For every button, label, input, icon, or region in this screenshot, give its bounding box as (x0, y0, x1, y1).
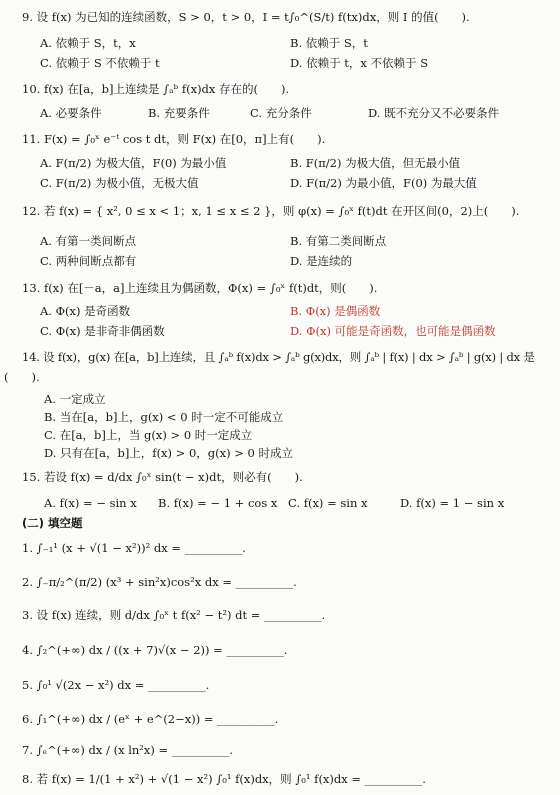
q12-stem: 12. 若 f(x) = { x², 0 ≤ x < 1；x, 1 ≤ x ≤ 2 }，则 φ(x) = ∫₀ˣ f(t)dt 在开区间(0，2)上( ). (22, 204, 520, 218)
q10-option-d: D. 既不充分又不必要条件 (368, 106, 500, 120)
q9-option-c: C. 依赖于 S 不依赖于 t (40, 56, 160, 70)
q10-stem: 10. f(x) 在[a，b]上连续是 ∫ₐᵇ f(x)dx 存在的( ). (22, 82, 290, 96)
q14-option-d: D. 只有在[a，b]上，f(x) > 0，g(x) > 0 时成立 (44, 446, 294, 460)
q13-option-d: D. Φ(x) 可能是奇函数，也可能是偶函数 (290, 324, 496, 338)
q14-option-a: A. 一定成立 (44, 392, 106, 406)
q12-option-a: A. 有第一类间断点 (40, 234, 137, 248)
q11-option-c: C. F(π/2) 为极小值，无极大值 (40, 176, 199, 190)
q15-option-b: B. f(x) = − 1 + cos x (158, 496, 278, 510)
q15-option-d: D. f(x) = 1 − sin x (400, 496, 505, 510)
q12-option-b: B. 有第二类间断点 (290, 234, 387, 248)
q10-option-b: B. 充要条件 (148, 106, 210, 120)
q10-option-a: A. 必要条件 (40, 106, 102, 120)
q11-option-b: B. F(π/2) 为极大值，但无最小值 (290, 156, 461, 170)
q15-option-a: A. f(x) = − sin x (44, 496, 137, 510)
q12-option-c: C. 两种间断点都有 (40, 254, 137, 268)
q10-option-c: C. 充分条件 (250, 106, 312, 120)
fill-item-6: 6. ∫₁^(+∞) dx / (eˣ + e^(2−x)) = __________. (22, 712, 279, 726)
fill-item-7: 7. ∫ₑ^(+∞) dx / (x ln²x) = __________. (22, 743, 233, 757)
q11-stem: 11. F(x) = ∫₀ˣ e⁻ᵗ cos t dt，则 F(x) 在[0，π]上有( ). (22, 132, 326, 146)
q11-option-d: D. F(π/2) 为最小值，F(0) 为最大值 (290, 176, 477, 190)
q13-option-b: B. Φ(x) 是偶函数 (290, 304, 381, 318)
q12-option-d: D. 是连续的 (290, 254, 353, 268)
q14-option-c: C. 在[a，b]上，当 g(x) > 0 时一定成立 (44, 428, 253, 442)
fill-item-1: 1. ∫₋₁¹ (x + √(1 − x²))² dx = __________. (22, 541, 246, 555)
q14-stem: 14. 设 f(x)，g(x) 在[a，b]上连续，且 ∫ₐᵇ f(x)dx > ∫ₐᵇ g(x)dx，则 ∫ₐᵇ | f(x) | dx > ∫ₐᵇ | g(x) | dx 是 (22, 350, 535, 364)
q9-option-b: B. 依赖于 S，t (290, 36, 368, 50)
q13-option-a: A. Φ(x) 是奇函数 (40, 304, 131, 318)
fill-item-2: 2. ∫₋π/₂^(π/2) (x³ + sin²x)cos²x dx = __________. (22, 575, 297, 589)
fill-item-3: 3. 设 f(x) 连续，则 d/dx ∫₀ˣ t f(x² − t²) dt = __________. (22, 608, 326, 622)
q13-option-c: C. Φ(x) 是非奇非偶函数 (40, 324, 165, 338)
q13-stem: 13. f(x) 在[－a，a]上连续且为偶函数，Φ(x) = ∫₀ˣ f(t)dt，则( ). (22, 281, 378, 295)
q14-option-b: B. 当在[a，b]上，g(x) < 0 时一定不可能成立 (44, 410, 284, 424)
q9-option-d: D. 依赖于 t，x 不依赖于 S (290, 56, 429, 70)
fill-item-4: 4. ∫₂^(+∞) dx / ((x + 7)√(x − 2)) = __________. (22, 643, 288, 657)
q9-option-a: A. 依赖于 S，t，x (40, 36, 136, 50)
q14-stem-end: ( ). (4, 370, 40, 384)
q15-option-c: C. f(x) = sin x (288, 496, 368, 510)
section-title: (二) 填空题 (22, 516, 83, 530)
fill-item-8: 8. 若 f(x) = 1/(1 + x²) + √(1 − x²) ∫₀¹ f(x)dx，则 ∫₀¹ f(x)dx = __________. (22, 772, 426, 786)
q9-stem: 9. 设 f(x) 为已知的连续函数，S > 0，t > 0，I = t∫₀^(S/t) f(tx)dx，则 I 的值( ). (22, 10, 470, 24)
q11-option-a: A. F(π/2) 为极大值，F(0) 为最小值 (40, 156, 227, 170)
fill-item-5: 5. ∫₀¹ √(2x − x²) dx = __________. (22, 678, 210, 692)
q15-stem: 15. 若设 f(x) = d/dx ∫₀ˣ sin(t − x)dt，则必有( ). (22, 470, 303, 484)
